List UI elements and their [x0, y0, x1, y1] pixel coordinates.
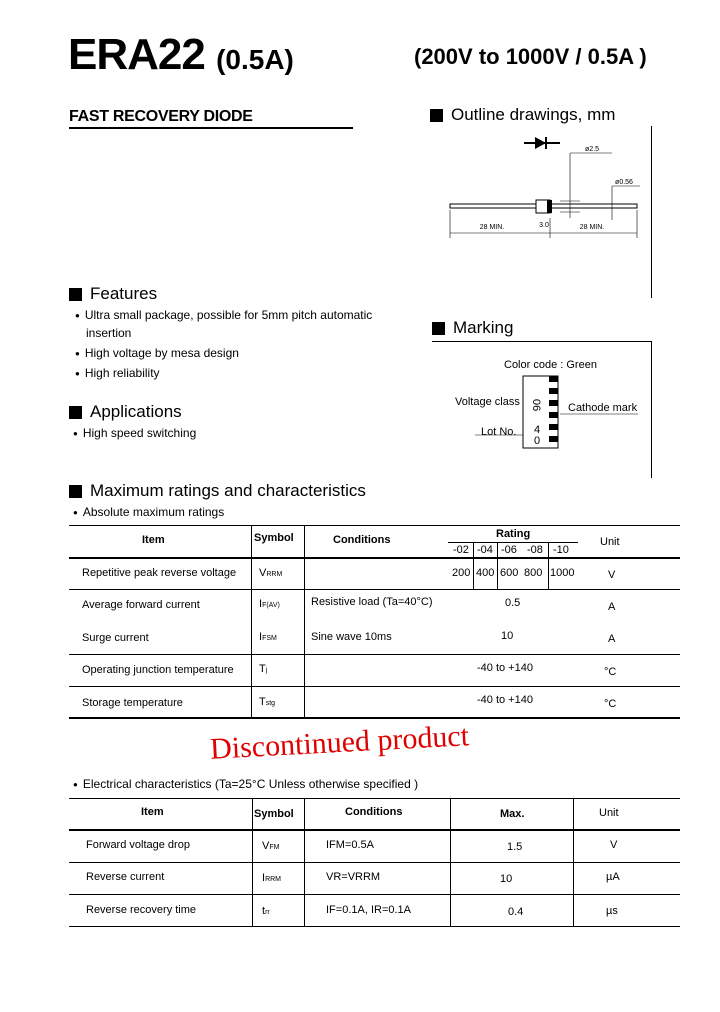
- text: -40 to +140: [477, 662, 533, 674]
- table-rule: [304, 525, 305, 718]
- text: Max.: [500, 808, 525, 820]
- text: [259, 696, 275, 708]
- table-row-item: Operating junction temperature: [82, 664, 234, 676]
- text: [549, 436, 558, 442]
- text: ●: [75, 349, 80, 358]
- text: High voltage by mesa design: [84, 346, 239, 360]
- text: ●: [75, 369, 80, 378]
- dim-lead-left: 28 MIN.: [479, 224, 505, 231]
- text: Symbol: [254, 808, 294, 820]
- text: F(AV): [262, 602, 280, 609]
- table-row-item: Storage temperature: [82, 697, 183, 709]
- table-row-item: Average forward current: [82, 599, 200, 611]
- table-rule: [69, 589, 680, 590]
- text: Conditions: [345, 806, 403, 818]
- text: [262, 840, 279, 852]
- text: -02: [453, 544, 469, 556]
- text: 200: [452, 567, 471, 579]
- text: T: [259, 696, 266, 708]
- text: IFM=0.5A: [326, 839, 374, 851]
- text: Ultra small package, possible for 5mm pitch automatic: [84, 308, 373, 322]
- marking-drawing: [470, 375, 640, 450]
- text: VR=VRRM: [326, 871, 381, 883]
- text: Electrical characteristics (Ta=25°C Unless otherwise specified ): [82, 777, 419, 791]
- text: V: [262, 840, 270, 852]
- text: A: [608, 601, 616, 613]
- text: j: [265, 667, 268, 674]
- text: stg: [265, 700, 276, 707]
- table-row-item: Surge current: [82, 632, 149, 644]
- electrical-subtitle: [73, 777, 418, 792]
- text: V: [610, 839, 618, 851]
- subtitle: FAST RECOVERY DIODE: [69, 108, 253, 125]
- table-rule: [448, 542, 578, 543]
- square-bullet-icon: [69, 288, 82, 301]
- text: I: [262, 872, 266, 884]
- table-rule: [651, 341, 652, 478]
- dim-lead-right: 28 MIN.: [579, 224, 605, 231]
- part-title: [68, 30, 294, 80]
- text: 600: [500, 567, 519, 579]
- text: -40 to +140: [477, 694, 533, 706]
- text: Rating: [496, 528, 531, 540]
- table-rule: [69, 654, 680, 655]
- feature-item: [75, 308, 372, 323]
- table-row-item: Reverse recovery time: [86, 904, 197, 916]
- table-rule: [432, 341, 652, 342]
- text: T: [259, 663, 266, 675]
- text: [547, 200, 552, 213]
- text: µs: [606, 905, 618, 917]
- text: [549, 388, 558, 394]
- text: FM: [269, 844, 280, 851]
- mark-lot-2: 0: [533, 435, 541, 447]
- text: Sine wave 10ms: [311, 631, 392, 643]
- text: [549, 400, 558, 406]
- table-rule: [69, 894, 680, 895]
- current-rating: (0.5A): [216, 44, 294, 75]
- dim-body: 3.0: [539, 222, 549, 229]
- square-bullet-icon: [432, 322, 445, 335]
- text: [535, 137, 546, 149]
- text: -08: [527, 544, 543, 556]
- text: High reliability: [84, 366, 160, 380]
- text: A: [608, 633, 616, 645]
- part-number: ERA22: [68, 30, 205, 79]
- table-rule: [497, 542, 498, 589]
- table-rule: [473, 542, 474, 589]
- table-rule: [69, 798, 680, 799]
- text: I: [259, 631, 263, 643]
- table-rule: [69, 686, 680, 687]
- text: IF=0.1A, IR=0.1A: [326, 904, 411, 916]
- table-rule: [651, 126, 652, 298]
- text: rr: [265, 909, 270, 916]
- text: -06: [501, 544, 517, 556]
- table-rule: [69, 717, 680, 719]
- text: 400: [476, 567, 495, 579]
- text: 10: [501, 630, 514, 642]
- table-rule: [450, 798, 451, 927]
- text: -04: [477, 544, 493, 556]
- text: 10: [500, 873, 513, 885]
- text: µA: [606, 871, 620, 883]
- text: -10: [553, 544, 569, 556]
- text: [259, 663, 267, 675]
- table-row-item: Reverse current: [86, 871, 165, 883]
- text: [549, 412, 558, 418]
- text: RRM: [265, 876, 282, 883]
- square-bullet-icon: [69, 406, 82, 419]
- text: High speed switching: [82, 426, 197, 440]
- divider: [69, 127, 353, 129]
- text: ●: [73, 780, 78, 789]
- text: V: [608, 569, 616, 581]
- text: °C: [604, 698, 617, 710]
- text: ●: [75, 311, 80, 320]
- features-title: Features: [90, 284, 158, 303]
- text: Unit: [600, 536, 620, 548]
- features-heading: [69, 284, 157, 304]
- table-rule: [304, 798, 305, 927]
- table-rule: [69, 862, 680, 863]
- discontinued-watermark: Discontinued product: [209, 719, 470, 766]
- feature-item: [75, 366, 160, 381]
- table-rule: [69, 926, 680, 927]
- table-rule: [69, 829, 680, 831]
- text: Resistive load (Ta=40°C): [311, 596, 433, 608]
- table-rule: [69, 525, 680, 526]
- text: RRM: [266, 571, 283, 578]
- ratings-title: Maximum ratings and characteristics: [90, 481, 366, 500]
- table-row-item: Forward voltage drop: [86, 839, 190, 851]
- applications-heading: [69, 402, 182, 422]
- text: 800: [524, 567, 543, 579]
- outline-drawing: [440, 130, 650, 250]
- ratings-heading: [69, 481, 366, 501]
- marking-title: Marking: [453, 318, 514, 337]
- text: [549, 424, 558, 430]
- text: Conditions: [333, 534, 391, 546]
- text: FSM: [262, 635, 277, 642]
- cathode-mark-label: Cathode mark: [568, 402, 638, 414]
- marking-heading: [432, 318, 513, 338]
- text: °C: [604, 666, 617, 678]
- table-row-item: Repetitive peak reverse voltage: [82, 567, 237, 579]
- text: [549, 376, 558, 382]
- text: Item: [141, 806, 164, 818]
- text: ●: [73, 429, 78, 438]
- text: 0.4: [508, 906, 524, 918]
- lot-no-label: Lot No.: [481, 426, 517, 438]
- table-rule: [69, 557, 680, 559]
- outline-title: Outline drawings, mm: [451, 105, 616, 124]
- ratings-subtitle: [73, 505, 224, 520]
- table-rule: [548, 542, 549, 589]
- text: [259, 567, 282, 579]
- table-rule: [573, 798, 574, 927]
- text: Symbol: [254, 532, 294, 544]
- text: t: [262, 905, 266, 917]
- feature-item: [86, 326, 131, 340]
- voltage-class-label: Voltage class: [455, 396, 520, 408]
- text: ●: [73, 508, 78, 517]
- applications-title: Applications: [90, 402, 182, 421]
- voltage-range: (200V to 1000V / 0.5A ): [414, 44, 647, 69]
- feature-item: [75, 346, 239, 361]
- text: 0.5: [505, 597, 521, 609]
- mark-lot-1: 4: [533, 424, 541, 436]
- text: Absolute maximum ratings: [82, 505, 225, 519]
- text: Item: [142, 534, 165, 546]
- dim-dia-body: ø2.5: [584, 146, 600, 153]
- application-item: [73, 426, 196, 441]
- table-rule: [251, 525, 252, 718]
- text: I: [259, 598, 263, 610]
- text: 1000: [550, 567, 575, 579]
- text: 1.5: [507, 841, 523, 853]
- text: [262, 872, 281, 884]
- text: [262, 905, 270, 917]
- text: [259, 631, 277, 643]
- square-bullet-icon: [430, 109, 443, 122]
- outline-heading: [430, 105, 615, 125]
- mark-voltage: 06: [530, 399, 542, 412]
- text: Unit: [599, 807, 619, 819]
- text: insertion: [86, 326, 132, 340]
- square-bullet-icon: [69, 485, 82, 498]
- text: [259, 598, 280, 610]
- table-rule: [252, 798, 253, 927]
- text: V: [259, 567, 267, 579]
- color-code: Color code : Green: [504, 359, 597, 371]
- diode-symbol-icon: [524, 137, 560, 149]
- dim-dia-lead: ø0.56: [615, 179, 633, 186]
